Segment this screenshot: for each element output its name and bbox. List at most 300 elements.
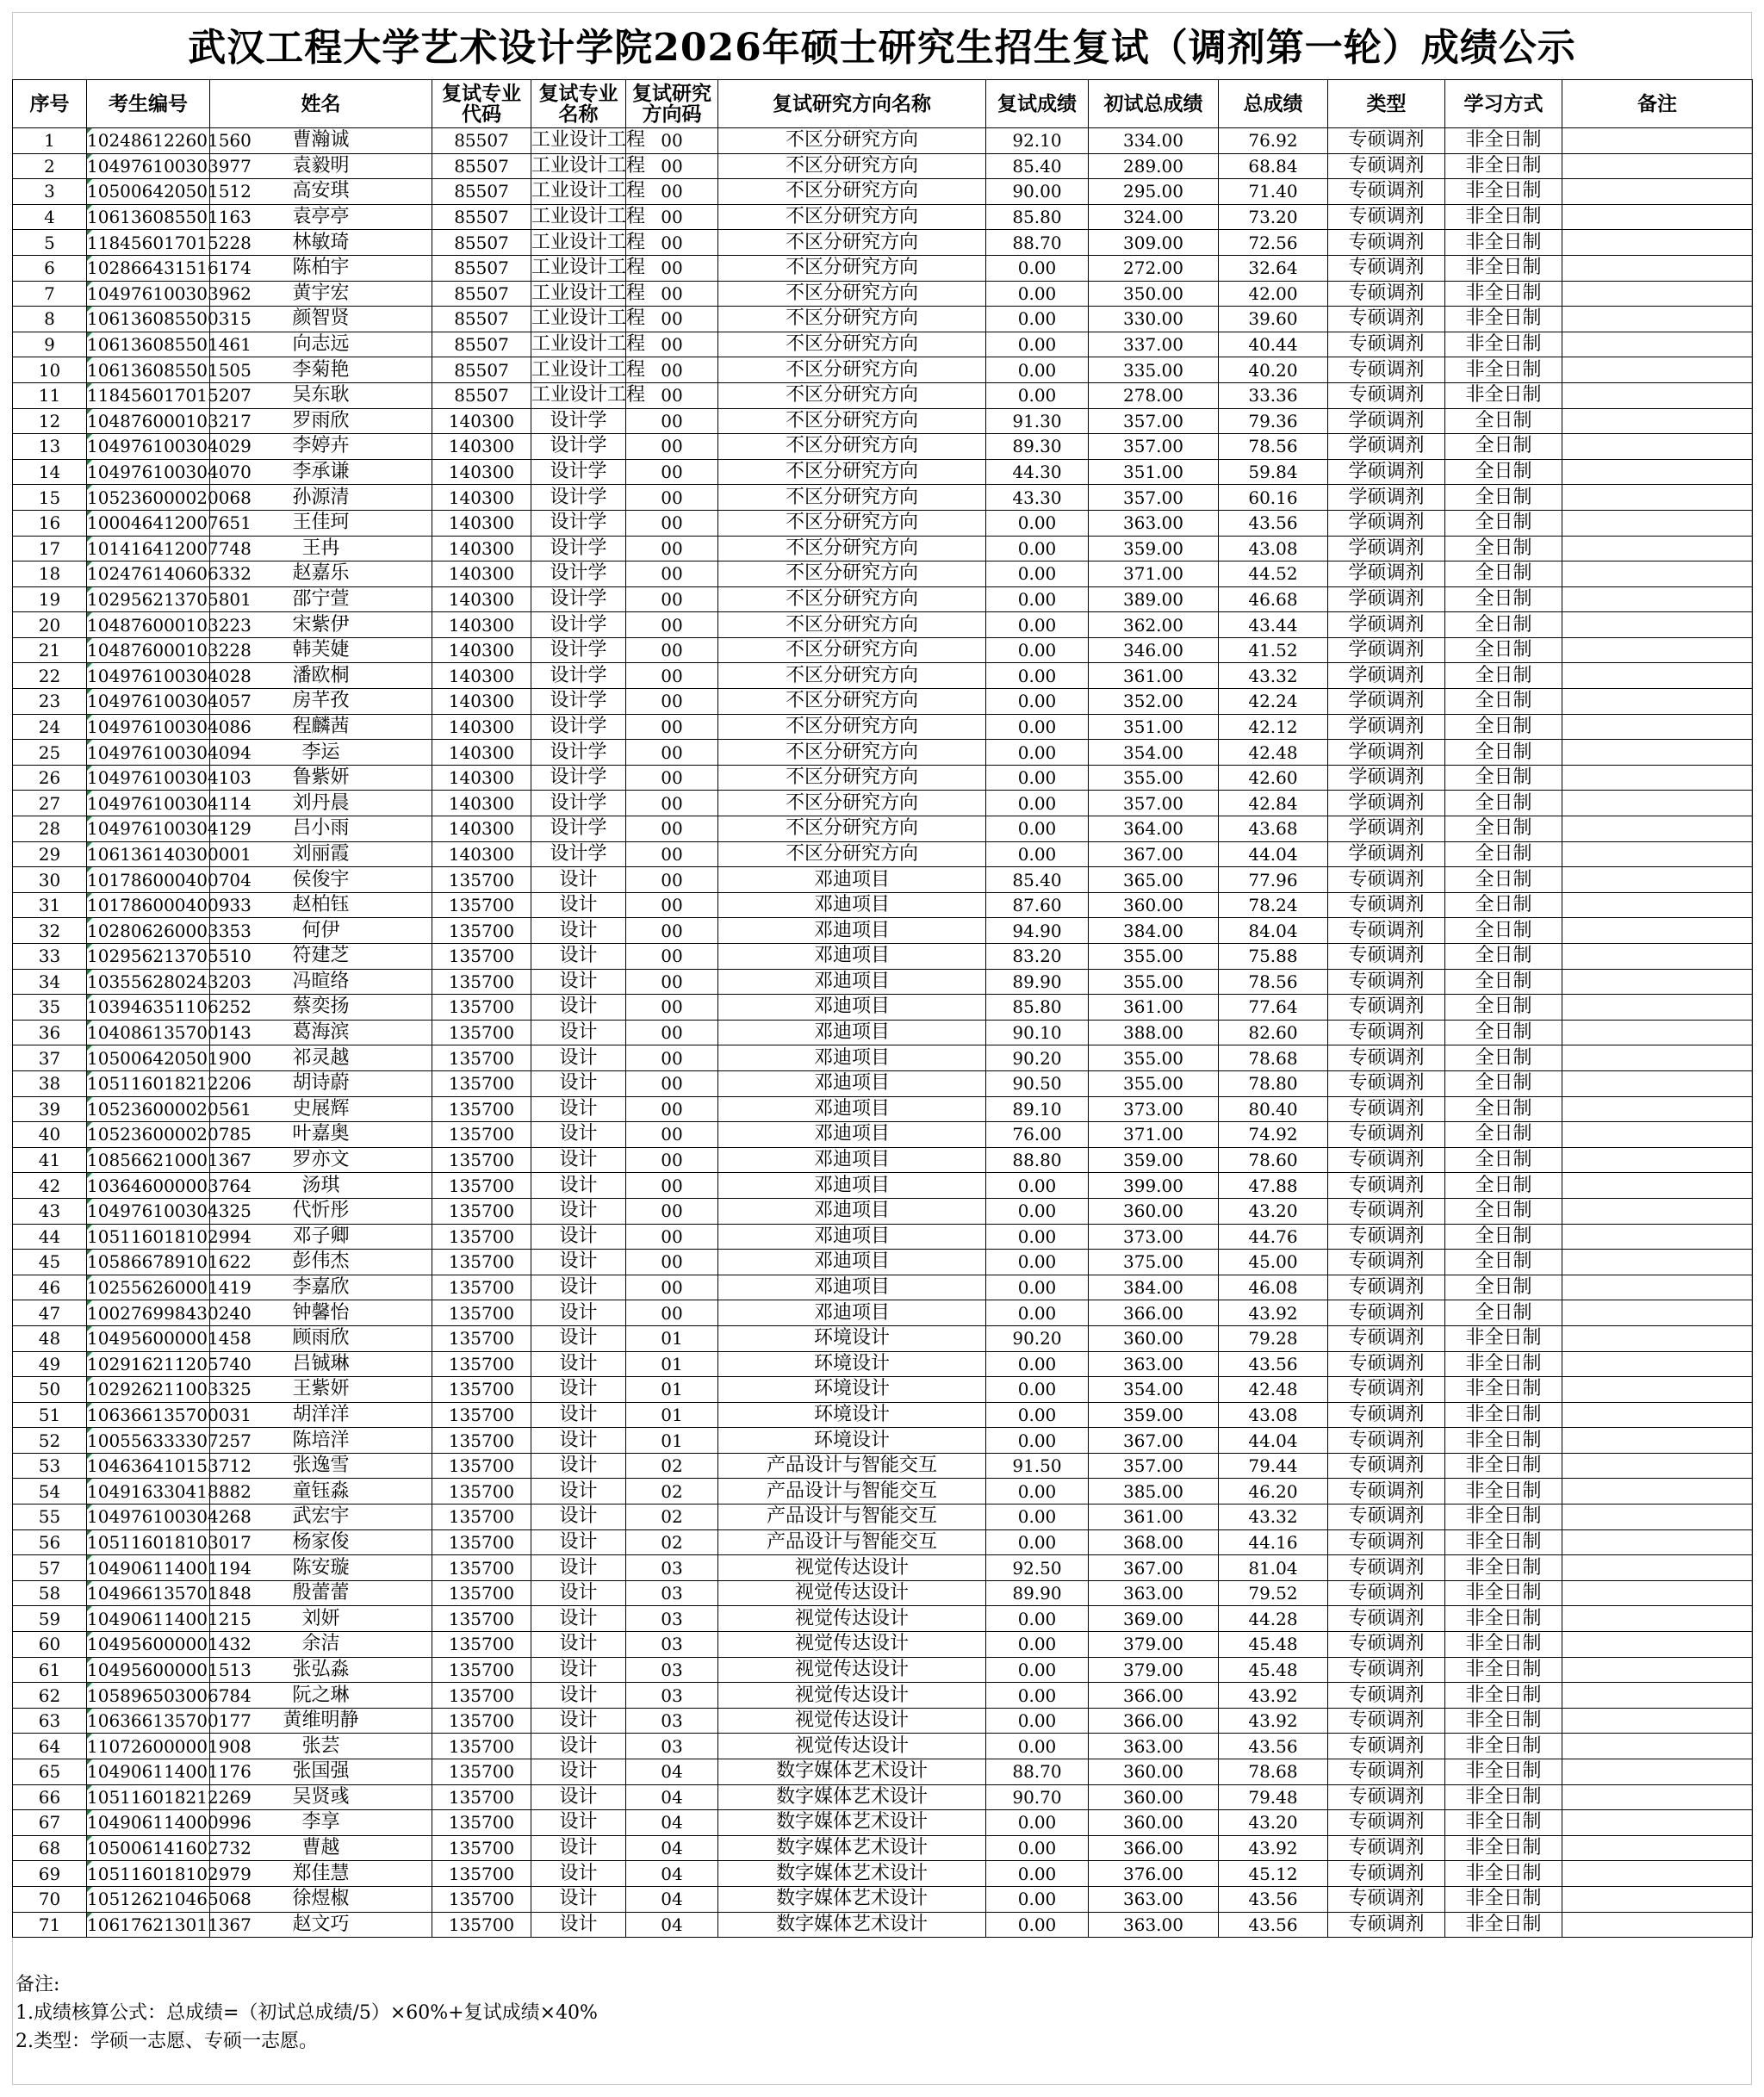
- cell-total-score: 43.20: [1219, 1810, 1328, 1836]
- cell-index: 37: [13, 1045, 87, 1071]
- cell-type: 专硕调剂: [1328, 1835, 1445, 1861]
- cell-total-score: 43.92: [1219, 1683, 1328, 1709]
- cell-candidate-id: 100046412007651: [87, 510, 210, 536]
- cell-initial-score: 384.00: [1089, 1275, 1219, 1300]
- cell-major-name: 设计: [531, 1453, 626, 1479]
- cell-major-code: 85507: [432, 128, 531, 154]
- cell-retest-score: 0.00: [986, 1835, 1089, 1861]
- table-row: [13, 1555, 1753, 1581]
- cell-initial-score: 384.00: [1089, 918, 1219, 944]
- cell-index: 55: [13, 1505, 87, 1530]
- cell-remark: [1562, 586, 1753, 612]
- cell-study-mode: 全日制: [1445, 1224, 1562, 1250]
- cell-major-name: 设计学: [531, 561, 626, 587]
- cell-direction-code: 03: [626, 1606, 718, 1632]
- cell-remark: [1562, 765, 1753, 791]
- table-row: [13, 1147, 1753, 1173]
- cell-direction-code: 02: [626, 1529, 718, 1555]
- cell-major-name: 设计学: [531, 841, 626, 867]
- cell-study-mode: 非全日制: [1445, 1351, 1562, 1377]
- cell-candidate-id: 101416412007748: [87, 536, 210, 561]
- cell-direction-name: 视觉传达设计: [718, 1734, 986, 1759]
- cell-study-mode: 全日制: [1445, 1173, 1562, 1199]
- cell-direction-name: 不区分研究方向: [718, 153, 986, 179]
- cell-index: 38: [13, 1070, 87, 1096]
- cell-direction-code: 01: [626, 1351, 718, 1377]
- table-row: [13, 230, 1753, 256]
- cell-major-code: 135700: [432, 1351, 531, 1377]
- cell-remark: [1562, 204, 1753, 230]
- cell-index: 10: [13, 357, 87, 383]
- cell-direction-name: 产品设计与智能交互: [718, 1479, 986, 1505]
- cell-major-name: 设计学: [531, 637, 626, 663]
- cell-candidate-id: 104876000103228: [87, 637, 210, 663]
- cell-retest-score: 0.00: [986, 1810, 1089, 1836]
- cell-direction-code: 03: [626, 1708, 718, 1734]
- cell-major-name: 设计: [531, 1606, 626, 1632]
- table-row: [13, 1708, 1753, 1734]
- cell-study-mode: 全日制: [1445, 1020, 1562, 1045]
- cell-study-mode: 非全日制: [1445, 1912, 1562, 1938]
- cell-type: 专硕调剂: [1328, 1453, 1445, 1479]
- cell-study-mode: 全日制: [1445, 536, 1562, 561]
- cell-direction-code: 02: [626, 1505, 718, 1530]
- cell-remark: [1562, 1070, 1753, 1096]
- cell-direction-name: 不区分研究方向: [718, 791, 986, 816]
- table-row: [13, 586, 1753, 612]
- cell-name: 殷蕾蕾: [210, 1580, 432, 1606]
- cell-study-mode: 全日制: [1445, 1300, 1562, 1326]
- cell-candidate-id: 110726000001908: [87, 1734, 210, 1759]
- cell-direction-code: 00: [626, 1173, 718, 1199]
- cell-candidate-id: 104906114001215: [87, 1606, 210, 1632]
- table-row: [13, 434, 1753, 460]
- cell-total-score: 78.24: [1219, 892, 1328, 918]
- cell-major-name: 设计: [531, 867, 626, 893]
- table-row: [13, 1529, 1753, 1555]
- cell-total-score: 79.48: [1219, 1784, 1328, 1810]
- cell-major-code: 140300: [432, 816, 531, 842]
- cell-candidate-id: 104876000103223: [87, 612, 210, 638]
- cell-index: 26: [13, 765, 87, 791]
- cell-initial-score: 309.00: [1089, 230, 1219, 256]
- cell-type: 专硕调剂: [1328, 1428, 1445, 1454]
- cell-direction-code: 00: [626, 204, 718, 230]
- cell-name: 高安琪: [210, 179, 432, 205]
- cell-major-code: 135700: [432, 1428, 531, 1454]
- cell-remark: [1562, 1683, 1753, 1709]
- cell-type: 专硕调剂: [1328, 332, 1445, 357]
- cell-retest-score: 0.00: [986, 307, 1089, 332]
- cell-candidate-id: 106136085500315: [87, 307, 210, 332]
- cell-retest-score: 0.00: [986, 689, 1089, 715]
- cell-major-name: 设计: [531, 1479, 626, 1505]
- cell-name: 张弘淼: [210, 1657, 432, 1683]
- cell-candidate-id: 106136140300001: [87, 841, 210, 867]
- cell-study-mode: 非全日制: [1445, 1784, 1562, 1810]
- cell-study-mode: 全日制: [1445, 434, 1562, 460]
- cell-retest-score: 0.00: [986, 1275, 1089, 1300]
- cell-name: 徐煜椒: [210, 1886, 432, 1912]
- cell-name: 罗雨欣: [210, 408, 432, 434]
- cell-direction-name: 数字媒体艺术设计: [718, 1835, 986, 1861]
- cell-index: 50: [13, 1377, 87, 1403]
- cell-major-code: 135700: [432, 1122, 531, 1148]
- cell-retest-score: 0.00: [986, 637, 1089, 663]
- cell-direction-code: 00: [626, 1122, 718, 1148]
- table-row: [13, 1325, 1753, 1351]
- cell-name: 张芸: [210, 1734, 432, 1759]
- table-row: [13, 1351, 1753, 1377]
- cell-initial-score: 346.00: [1089, 637, 1219, 663]
- cell-index: 47: [13, 1300, 87, 1326]
- cell-total-score: 84.04: [1219, 918, 1328, 944]
- table-row: [13, 1300, 1753, 1326]
- cell-remark: [1562, 536, 1753, 561]
- cell-study-mode: 全日制: [1445, 765, 1562, 791]
- cell-major-code: 135700: [432, 1045, 531, 1071]
- cell-candidate-id: 106136085501505: [87, 357, 210, 383]
- cell-remark: [1562, 1096, 1753, 1122]
- cell-type: 专硕调剂: [1328, 1173, 1445, 1199]
- cell-index: 44: [13, 1224, 87, 1250]
- cell-remark: [1562, 867, 1753, 893]
- cell-direction-code: 01: [626, 1402, 718, 1428]
- column-header: 复试成绩: [986, 80, 1089, 128]
- cell-total-score: 44.04: [1219, 1428, 1328, 1454]
- cell-major-name: 设计学: [531, 714, 626, 740]
- table-row: [13, 255, 1753, 281]
- cell-direction-code: 00: [626, 179, 718, 205]
- cell-direction-code: 00: [626, 408, 718, 434]
- cell-retest-score: 0.00: [986, 1683, 1089, 1709]
- cell-index: 54: [13, 1479, 87, 1505]
- cell-retest-score: 0.00: [986, 1351, 1089, 1377]
- cell-major-name: 工业设计工程: [531, 357, 626, 383]
- cell-major-code: 135700: [432, 1070, 531, 1096]
- cell-type: 专硕调剂: [1328, 153, 1445, 179]
- cell-type: 专硕调剂: [1328, 1020, 1445, 1045]
- cell-major-code: 140300: [432, 561, 531, 587]
- table-row: [13, 1453, 1753, 1479]
- cell-major-name: 设计: [531, 1070, 626, 1096]
- table-row: [13, 867, 1753, 893]
- cell-name: 钟馨怡: [210, 1300, 432, 1326]
- cell-major-name: 设计: [531, 1835, 626, 1861]
- table-row: [13, 714, 1753, 740]
- cell-remark: [1562, 1020, 1753, 1045]
- cell-major-code: 85507: [432, 204, 531, 230]
- cell-major-name: 工业设计工程: [531, 281, 626, 307]
- cell-major-code: 135700: [432, 1606, 531, 1632]
- cell-retest-score: 44.30: [986, 459, 1089, 485]
- cell-major-name: 设计: [531, 892, 626, 918]
- cell-total-score: 44.76: [1219, 1224, 1328, 1250]
- cell-total-score: 43.56: [1219, 1351, 1328, 1377]
- cell-major-code: 85507: [432, 255, 531, 281]
- cell-total-score: 78.80: [1219, 1070, 1328, 1096]
- cell-study-mode: 全日制: [1445, 969, 1562, 995]
- notes-title: 备注:: [16, 1974, 60, 1995]
- cell-initial-score: 365.00: [1089, 867, 1219, 893]
- cell-retest-score: 0.00: [986, 1377, 1089, 1403]
- cell-index: 49: [13, 1351, 87, 1377]
- cell-major-name: 设计: [531, 944, 626, 970]
- cell-initial-score: 355.00: [1089, 969, 1219, 995]
- cell-name: 颜智贤: [210, 307, 432, 332]
- column-header: 复试研究方向名称: [718, 80, 986, 128]
- cell-study-mode: 全日制: [1445, 1122, 1562, 1148]
- cell-direction-name: 不区分研究方向: [718, 332, 986, 357]
- cell-total-score: 79.28: [1219, 1325, 1328, 1351]
- cell-total-score: 44.28: [1219, 1606, 1328, 1632]
- cell-initial-score: 371.00: [1089, 561, 1219, 587]
- cell-study-mode: 全日制: [1445, 1070, 1562, 1096]
- cell-total-score: 59.84: [1219, 459, 1328, 485]
- cell-type: 专硕调剂: [1328, 867, 1445, 893]
- cell-initial-score: 359.00: [1089, 1402, 1219, 1428]
- cell-initial-score: 373.00: [1089, 1096, 1219, 1122]
- cell-index: 60: [13, 1632, 87, 1658]
- cell-major-name: 设计: [531, 918, 626, 944]
- cell-candidate-id: 102956213705510: [87, 944, 210, 970]
- cell-direction-code: 00: [626, 1250, 718, 1275]
- cell-major-name: 工业设计工程: [531, 382, 626, 408]
- cell-name: 李承谦: [210, 459, 432, 485]
- cell-retest-score: 0.00: [986, 1198, 1089, 1224]
- cell-candidate-id: 105236000020785: [87, 1122, 210, 1148]
- cell-name: 王佳珂: [210, 510, 432, 536]
- table-row: [13, 459, 1753, 485]
- cell-candidate-id: 104956000001432: [87, 1632, 210, 1658]
- cell-major-name: 设计: [531, 1861, 626, 1887]
- cell-retest-score: 85.40: [986, 153, 1089, 179]
- cell-direction-name: 数字媒体艺术设计: [718, 1810, 986, 1836]
- cell-direction-name: 环境设计: [718, 1377, 986, 1403]
- cell-remark: [1562, 1275, 1753, 1300]
- cell-type: 专硕调剂: [1328, 382, 1445, 408]
- cell-total-score: 78.60: [1219, 1147, 1328, 1173]
- cell-type: 学硕调剂: [1328, 408, 1445, 434]
- cell-major-code: 135700: [432, 1529, 531, 1555]
- table-row: [13, 740, 1753, 766]
- cell-remark: [1562, 740, 1753, 766]
- cell-initial-score: 363.00: [1089, 1351, 1219, 1377]
- cell-direction-name: 邓迪项目: [718, 995, 986, 1021]
- cell-retest-score: 92.50: [986, 1555, 1089, 1581]
- cell-retest-score: 90.50: [986, 1070, 1089, 1096]
- table-row: [13, 382, 1753, 408]
- cell-study-mode: 全日制: [1445, 995, 1562, 1021]
- cell-type: 专硕调剂: [1328, 1325, 1445, 1351]
- cell-direction-name: 数字媒体艺术设计: [718, 1886, 986, 1912]
- cell-total-score: 73.20: [1219, 204, 1328, 230]
- cell-retest-score: 0.00: [986, 1428, 1089, 1454]
- cell-direction-name: 邓迪项目: [718, 892, 986, 918]
- cell-major-name: 设计学: [531, 689, 626, 715]
- cell-direction-name: 邓迪项目: [718, 969, 986, 995]
- cell-type: 专硕调剂: [1328, 1734, 1445, 1759]
- cell-major-name: 设计: [531, 1402, 626, 1428]
- cell-candidate-id: 104916330418882: [87, 1479, 210, 1505]
- cell-direction-code: 00: [626, 689, 718, 715]
- cell-retest-score: 0.00: [986, 1529, 1089, 1555]
- notes: [16, 1970, 598, 2056]
- cell-candidate-id: 104976100304070: [87, 459, 210, 485]
- cell-direction-name: 不区分研究方向: [718, 740, 986, 766]
- cell-direction-code: 04: [626, 1861, 718, 1887]
- cell-name: 赵嘉乐: [210, 561, 432, 587]
- cell-direction-name: 不区分研究方向: [718, 230, 986, 256]
- cell-candidate-id: 104976100304103: [87, 765, 210, 791]
- cell-direction-name: 环境设计: [718, 1325, 986, 1351]
- cell-study-mode: 非全日制: [1445, 153, 1562, 179]
- cell-total-score: 45.48: [1219, 1632, 1328, 1658]
- cell-major-name: 设计: [531, 1886, 626, 1912]
- cell-direction-code: 01: [626, 1377, 718, 1403]
- cell-name: 叶嘉奥: [210, 1122, 432, 1148]
- cell-total-score: 74.92: [1219, 1122, 1328, 1148]
- cell-remark: [1562, 1606, 1753, 1632]
- cell-direction-name: 邓迪项目: [718, 944, 986, 970]
- cell-direction-name: 邓迪项目: [718, 867, 986, 893]
- cell-initial-score: 399.00: [1089, 1173, 1219, 1199]
- cell-major-name: 设计: [531, 1810, 626, 1836]
- cell-candidate-id: 104976100304114: [87, 791, 210, 816]
- cell-index: 20: [13, 612, 87, 638]
- cell-direction-name: 产品设计与智能交互: [718, 1505, 986, 1530]
- cell-direction-code: 00: [626, 128, 718, 154]
- cell-candidate-id: 102556260001419: [87, 1275, 210, 1300]
- cell-index: 8: [13, 307, 87, 332]
- cell-study-mode: 全日制: [1445, 714, 1562, 740]
- cell-total-score: 72.56: [1219, 230, 1328, 256]
- table-row: [13, 179, 1753, 205]
- cell-retest-score: 0.00: [986, 1224, 1089, 1250]
- cell-direction-code: 00: [626, 1045, 718, 1071]
- cell-name: 刘丽霞: [210, 841, 432, 867]
- cell-initial-score: 363.00: [1089, 1912, 1219, 1938]
- cell-major-name: 设计学: [531, 663, 626, 689]
- cell-direction-name: 不区分研究方向: [718, 281, 986, 307]
- cell-retest-score: 0.00: [986, 586, 1089, 612]
- cell-candidate-id: 102866431516174: [87, 255, 210, 281]
- cell-initial-score: 350.00: [1089, 281, 1219, 307]
- cell-initial-score: 376.00: [1089, 1861, 1219, 1887]
- cell-index: 34: [13, 969, 87, 995]
- cell-name: 何伊: [210, 918, 432, 944]
- cell-major-code: 135700: [432, 1632, 531, 1658]
- cell-direction-code: 00: [626, 586, 718, 612]
- cell-index: 33: [13, 944, 87, 970]
- cell-study-mode: 非全日制: [1445, 281, 1562, 307]
- cell-major-name: 设计: [531, 1428, 626, 1454]
- cell-major-code: 135700: [432, 1580, 531, 1606]
- cell-remark: [1562, 1122, 1753, 1148]
- cell-direction-name: 不区分研究方向: [718, 382, 986, 408]
- cell-major-name: 设计: [531, 1045, 626, 1071]
- cell-name: 郑佳慧: [210, 1861, 432, 1887]
- cell-direction-name: 不区分研究方向: [718, 714, 986, 740]
- cell-name: 史展辉: [210, 1096, 432, 1122]
- cell-major-code: 135700: [432, 918, 531, 944]
- cell-type: 专硕调剂: [1328, 1224, 1445, 1250]
- cell-total-score: 39.60: [1219, 307, 1328, 332]
- cell-name: 刘妍: [210, 1606, 432, 1632]
- table-row: [13, 1683, 1753, 1709]
- cell-name: 胡诗蔚: [210, 1070, 432, 1096]
- cell-major-name: 设计学: [531, 536, 626, 561]
- cell-retest-score: 0.00: [986, 357, 1089, 383]
- cell-candidate-id: 104976100304129: [87, 816, 210, 842]
- cell-type: 专硕调剂: [1328, 892, 1445, 918]
- cell-index: 68: [13, 1835, 87, 1861]
- cell-initial-score: 355.00: [1089, 944, 1219, 970]
- cell-type: 专硕调剂: [1328, 230, 1445, 256]
- cell-direction-code: 00: [626, 918, 718, 944]
- cell-major-code: 140300: [432, 536, 531, 561]
- cell-major-name: 工业设计工程: [531, 255, 626, 281]
- cell-major-code: 140300: [432, 408, 531, 434]
- cell-study-mode: 非全日制: [1445, 1734, 1562, 1759]
- cell-candidate-id: 104956000001513: [87, 1657, 210, 1683]
- cell-name: 王紫妍: [210, 1377, 432, 1403]
- cell-major-code: 135700: [432, 1096, 531, 1122]
- cell-major-code: 135700: [432, 1147, 531, 1173]
- column-header: 考生编号: [87, 80, 210, 128]
- cell-type: 学硕调剂: [1328, 740, 1445, 766]
- cell-type: 学硕调剂: [1328, 434, 1445, 460]
- cell-remark: [1562, 179, 1753, 205]
- cell-direction-code: 03: [626, 1734, 718, 1759]
- cell-name: 张国强: [210, 1759, 432, 1785]
- cell-direction-name: 不区分研究方向: [718, 357, 986, 383]
- cell-type: 专硕调剂: [1328, 1810, 1445, 1836]
- cell-major-name: 设计学: [531, 765, 626, 791]
- cell-retest-score: 76.00: [986, 1122, 1089, 1148]
- table-row: [13, 1250, 1753, 1275]
- table-row: [13, 1173, 1753, 1199]
- cell-candidate-id: 106136085501461: [87, 332, 210, 357]
- cell-candidate-id: 104976100303977: [87, 153, 210, 179]
- cell-study-mode: 全日制: [1445, 663, 1562, 689]
- cell-remark: [1562, 1453, 1753, 1479]
- cell-major-code: 85507: [432, 179, 531, 205]
- header-row: [13, 80, 1753, 128]
- cell-major-code: 135700: [432, 1300, 531, 1326]
- cell-name: 鲁紫妍: [210, 765, 432, 791]
- cell-direction-code: 00: [626, 485, 718, 511]
- cell-direction-code: 00: [626, 510, 718, 536]
- cell-index: 36: [13, 1020, 87, 1045]
- cell-retest-score: 0.00: [986, 382, 1089, 408]
- cell-name: 阮之琳: [210, 1683, 432, 1709]
- cell-initial-score: 359.00: [1089, 1147, 1219, 1173]
- table-row: [13, 128, 1753, 154]
- cell-direction-code: 03: [626, 1657, 718, 1683]
- cell-name: 陈培洋: [210, 1428, 432, 1454]
- cell-major-code: 135700: [432, 969, 531, 995]
- cell-remark: [1562, 1734, 1753, 1759]
- cell-name: 袁亭亭: [210, 204, 432, 230]
- cell-study-mode: 非全日制: [1445, 382, 1562, 408]
- cell-retest-score: 0.00: [986, 510, 1089, 536]
- cell-study-mode: 全日制: [1445, 918, 1562, 944]
- cell-retest-score: 85.80: [986, 995, 1089, 1021]
- cell-total-score: 43.56: [1219, 510, 1328, 536]
- cell-direction-code: 00: [626, 332, 718, 357]
- cell-direction-code: 00: [626, 230, 718, 256]
